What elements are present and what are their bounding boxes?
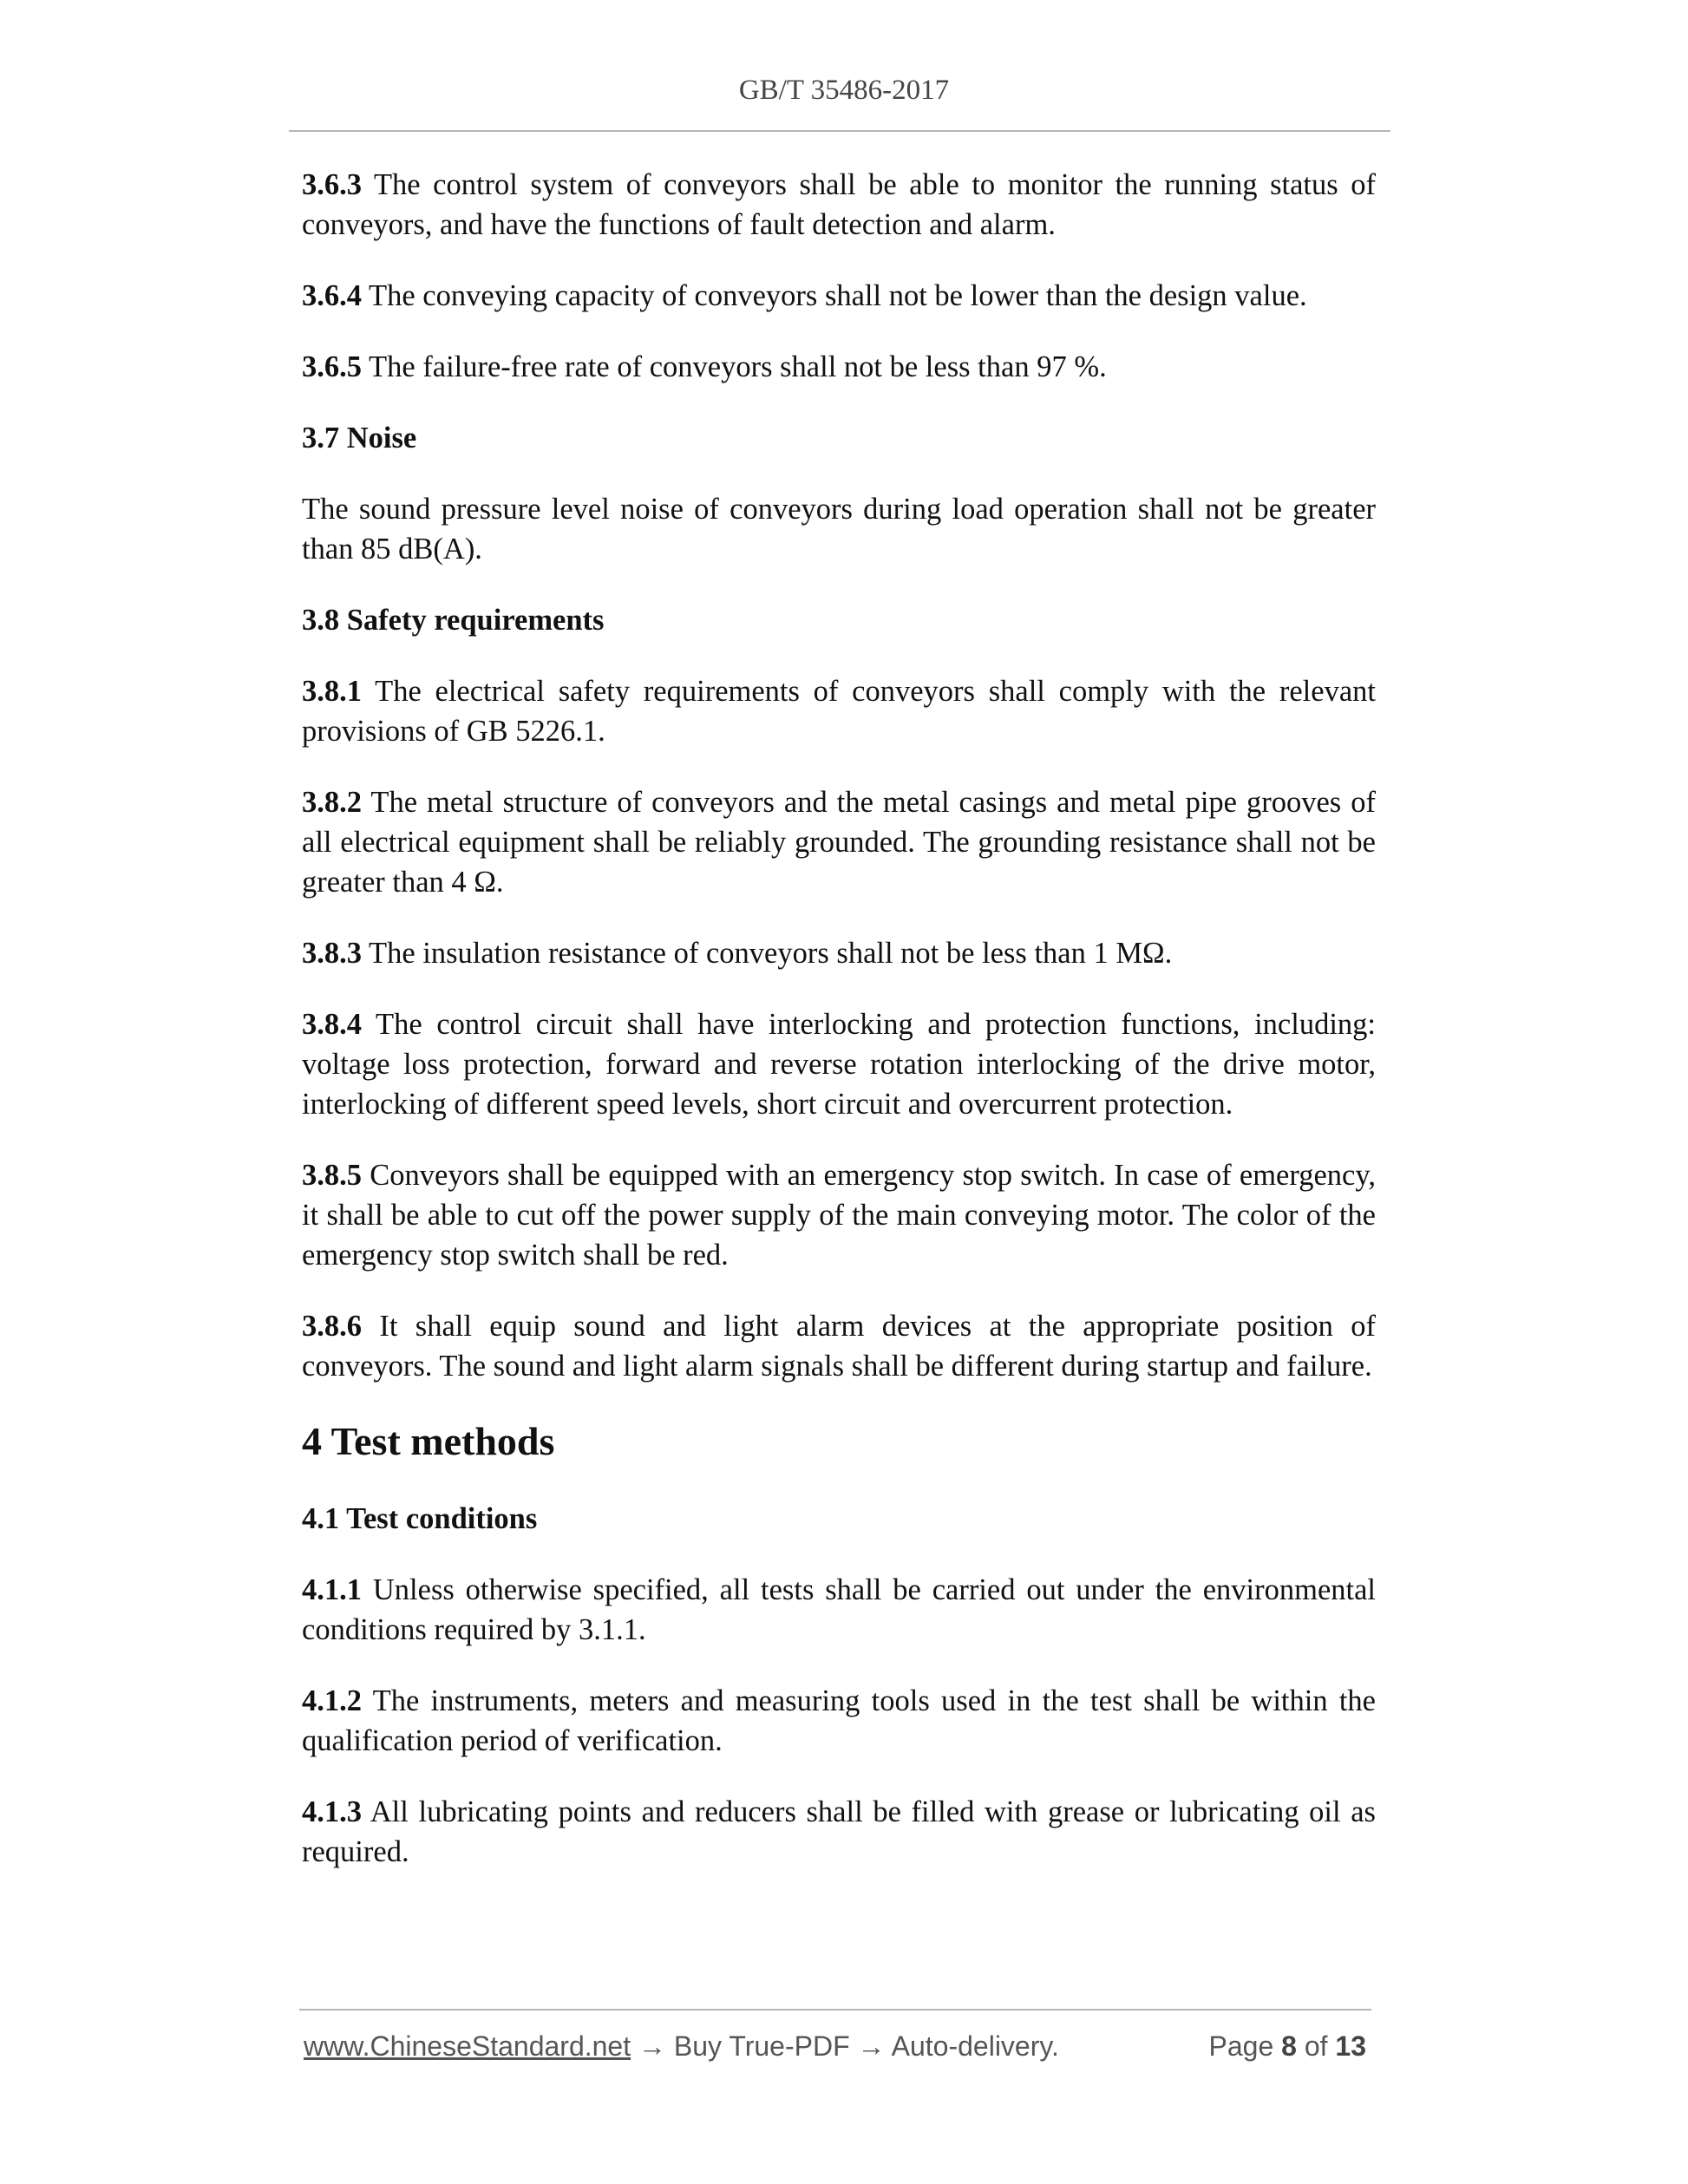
clause-number: 3.8.5	[302, 1159, 362, 1192]
clause-text: The insulation resistance of conveyors shall not be less than 1 MΩ.	[369, 937, 1173, 970]
page-of-label: of	[1304, 2030, 1328, 2062]
page-total: 13	[1335, 2030, 1366, 2062]
clause-4-1-1	[302, 1570, 1376, 1650]
clause-text: The control system of conveyors shall be able to monitor the running status of conveyors, and have the functions of fault detection and alarm.	[302, 168, 1376, 241]
arrow-right-icon: →	[857, 2030, 886, 2062]
page-current: 8	[1281, 2030, 1297, 2062]
document-header-title: GB/T 35486-2017	[738, 75, 950, 106]
clause-3-8-5	[302, 1155, 1376, 1275]
clause-4-1-2	[302, 1681, 1376, 1761]
clause-number: 3.8.2	[302, 786, 362, 819]
section-heading-3-7: 3.7 Noise	[302, 422, 417, 454]
section-heading-4-1: 4.1 Test conditions	[302, 1502, 538, 1535]
clause-3-8-4	[302, 1004, 1376, 1124]
header-divider	[289, 130, 1390, 132]
auto-delivery-text: Auto-delivery.	[891, 2030, 1059, 2062]
clause-number: 4.1.2	[302, 1684, 362, 1717]
clause-4-1-3	[302, 1792, 1376, 1872]
page-indicator	[1209, 2027, 1366, 2065]
clause-text: It shall equip sound and light alarm devices at the appropriate position of conveyors. The sound and light alarm signals shall be different during startup and failure.	[302, 1310, 1376, 1383]
clause-number: 3.8.4	[302, 1008, 362, 1041]
clause-number: 3.8.6	[302, 1310, 362, 1343]
footer-divider	[299, 2009, 1371, 2011]
clause-number: 3.6.4	[302, 279, 362, 312]
clause-text: All lubricating points and reducers shall be filled with grease or lubricating oil as required.	[302, 1795, 1376, 1868]
footer-promo	[304, 2027, 1059, 2065]
section-heading-3-8: 3.8 Safety requirements	[302, 604, 605, 637]
clause-text: The control circuit shall have interlocking and protection functions, including: voltage loss protection, forward and reverse rotation interlocking of the drive motor, interlocking of different speed levels, short circuit and overcurrent protection.	[302, 1008, 1376, 1121]
clause-number: 3.6.5	[302, 350, 362, 383]
clause-3-6-5	[302, 347, 1376, 387]
arrow-right-icon: →	[638, 2030, 666, 2062]
buy-pdf-text: Buy True-PDF	[673, 2030, 850, 2062]
clause-3-8-1	[302, 671, 1376, 751]
section-3-7-text: The sound pressure level noise of conveyors during load operation shall not be greater than 85 dB(A).	[302, 493, 1376, 566]
page-label: Page	[1208, 2030, 1274, 2062]
clause-number: 3.8.3	[302, 937, 362, 970]
page-footer	[304, 2027, 1366, 2065]
website-link[interactable]: www.ChineseStandard.net	[304, 2030, 631, 2062]
clause-text: The instruments, meters and measuring tools used in the test shall be within the qualification period of verification.	[302, 1684, 1376, 1757]
clause-number: 4.1.3	[302, 1795, 362, 1828]
clause-number: 3.8.1	[302, 675, 362, 708]
clause-3-6-3	[302, 165, 1376, 245]
clause-text: The failure-free rate of conveyors shall not be less than 97 %.	[369, 350, 1107, 383]
document-body	[302, 165, 1376, 1903]
clause-number: 3.6.3	[302, 168, 362, 201]
clause-text: The electrical safety requirements of conveyors shall comply with the relevant provisions of GB 5226.1.	[302, 675, 1376, 748]
chapter-heading-4: 4 Test methods	[302, 1419, 555, 1463]
clause-number: 4.1.1	[302, 1573, 362, 1606]
clause-text: Unless otherwise specified, all tests shall be carried out under the environmental conditions required by 3.1.1.	[302, 1573, 1376, 1646]
clause-3-8-6	[302, 1306, 1376, 1386]
clause-text: Conveyors shall be equipped with an emergency stop switch. In case of emergency, it shall be able to cut off the power supply of the main conveying motor. The color of the emergency stop switch shall be red.	[302, 1159, 1376, 1272]
clause-3-8-2	[302, 782, 1376, 902]
clause-3-8-3	[302, 933, 1376, 973]
clause-3-6-4	[302, 276, 1376, 316]
clause-text: The metal structure of conveyors and the metal casings and metal pipe grooves of all electrical equipment shall be reliably grounded. The grounding resistance shall not be greater than 4 Ω.	[302, 786, 1376, 899]
clause-text: The conveying capacity of conveyors shall not be lower than the design value.	[369, 279, 1307, 312]
